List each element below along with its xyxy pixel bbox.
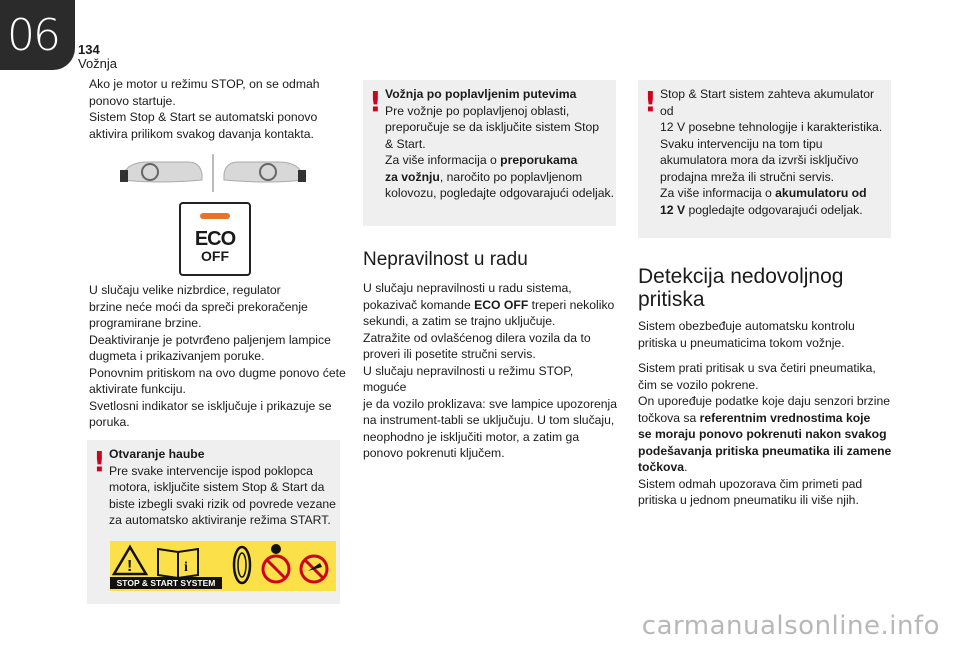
malfunction-heading: Nepravilnost u radu: [363, 249, 528, 270]
page-number: 134: [78, 42, 100, 57]
stop-start-label-text: STOP & START SYSTEM: [110, 577, 222, 589]
flooded-roads-warning-box: ! Vožnja po poplavljenim putevima Pre vožnje po poplavljenoj oblasti, preporučuje se da isključite sistem Stop & Start. Za više informacija o preporukama za vožnju, naročito po poplavljenom kolovozu, pogledajte odgovarajući odeljak.: [363, 80, 616, 226]
chapter-number: 06: [7, 10, 59, 61]
car-dashboard-illustration: [118, 150, 308, 194]
battery-warning-box: ! Stop & Start sistem zahteva akumulator od 12 V posebne tehnologije i karakteristika. Svaku intervenciju na tom tipu akumulatora mora da izvrši isključivo prodajna mreža ili stručni servis. Za više informacija o akumulatoru od 12 V pogledajte odgovarajući odeljak.: [638, 80, 891, 238]
svg-text:i: i: [184, 560, 188, 575]
intro-paragraph: Ako je motor u režimu STOP, on se odmah ponovo startuje. Sistem Stop & Start se automatski ponovo aktivira prilikom svakog davanja kontakta.: [89, 77, 320, 141]
pressure-intro-paragraph: Sistem obezbeđuje automatsku kontrolu pritiska u pneumaticima tokom vožnje.: [638, 319, 855, 350]
hood-warning-box: ! Otvaranje haube Pre svake intervencije ispod poklopca motora, isključite sistem Stop & Start da biste izbegli svaki rizik od povrede vezane za automatsko aktiviranje režima START.: [87, 440, 340, 604]
eco-label: ECO: [194, 228, 236, 250]
hood-warning-title: Otvaranje haube: [109, 447, 205, 461]
eco-off-button: [179, 202, 251, 276]
malfunction-paragraph: U slučaju nepravilnosti u radu sistema, pokazivač komande ECO OFF treperi nekoliko sekundi, a zatim se trajno uključuje. Zatražite od ovlašćenog dilera vozila da to proveri ili posetite stručni servis. U slučaju nepravilnosti u režimu STOP, moguće je da vozilo proklizava: sve lampice upozorenja na instrument-tabli se uključuju. U tom slučaju, neophodno je isključiti motor, a zatim ga ponovo pokrenuti ključem.: [363, 281, 618, 460]
warning-icon: !: [93, 445, 106, 478]
svg-text:!: !: [127, 558, 133, 575]
off-label: OFF: [201, 248, 229, 264]
watermark: carmanualsonline.info: [641, 611, 940, 641]
pressure-detection-heading: Detekcija nedovoljnog pritiska: [638, 265, 844, 311]
chapter-tab: [0, 0, 75, 70]
indicator-led: [200, 213, 230, 219]
pressure-detail-paragraph: Sistem prati pritisak u sva četiri pneumatika, čim se vozilo pokrene. On upoređuje podatke koje daju senzori brzine točkova sa referentnim vrednostima koje se moraju ponovo pokrenuti nakon svakog podešavanja pritiska pneumatika ili zamene točkova. Sistem odmah upozorava čim primeti pad pritiska u jednom pneumatiku ili više njih.: [638, 361, 892, 507]
section-title: Vožnja: [78, 56, 118, 71]
warning-icon: !: [369, 85, 382, 118]
warning-icon: !: [644, 85, 657, 118]
speed-regulator-paragraph: U slučaju velike nizbrdice, regulator brzine neće moći da spreči prekoračenje programirane brzine. Deaktiviranje je potvrđeno paljenjem lampice dugmeta i prikazivanjem poruke. Ponovnim pritiskom na ovo dugme ponovo ćete aktivirate funkciju. Svetlosni indikator se isključuje i prikazuje se poruka.: [89, 283, 346, 429]
stop-start-warning-label: [110, 541, 336, 591]
flooded-roads-title: Vožnja po poplavljenim putevima: [385, 87, 577, 101]
